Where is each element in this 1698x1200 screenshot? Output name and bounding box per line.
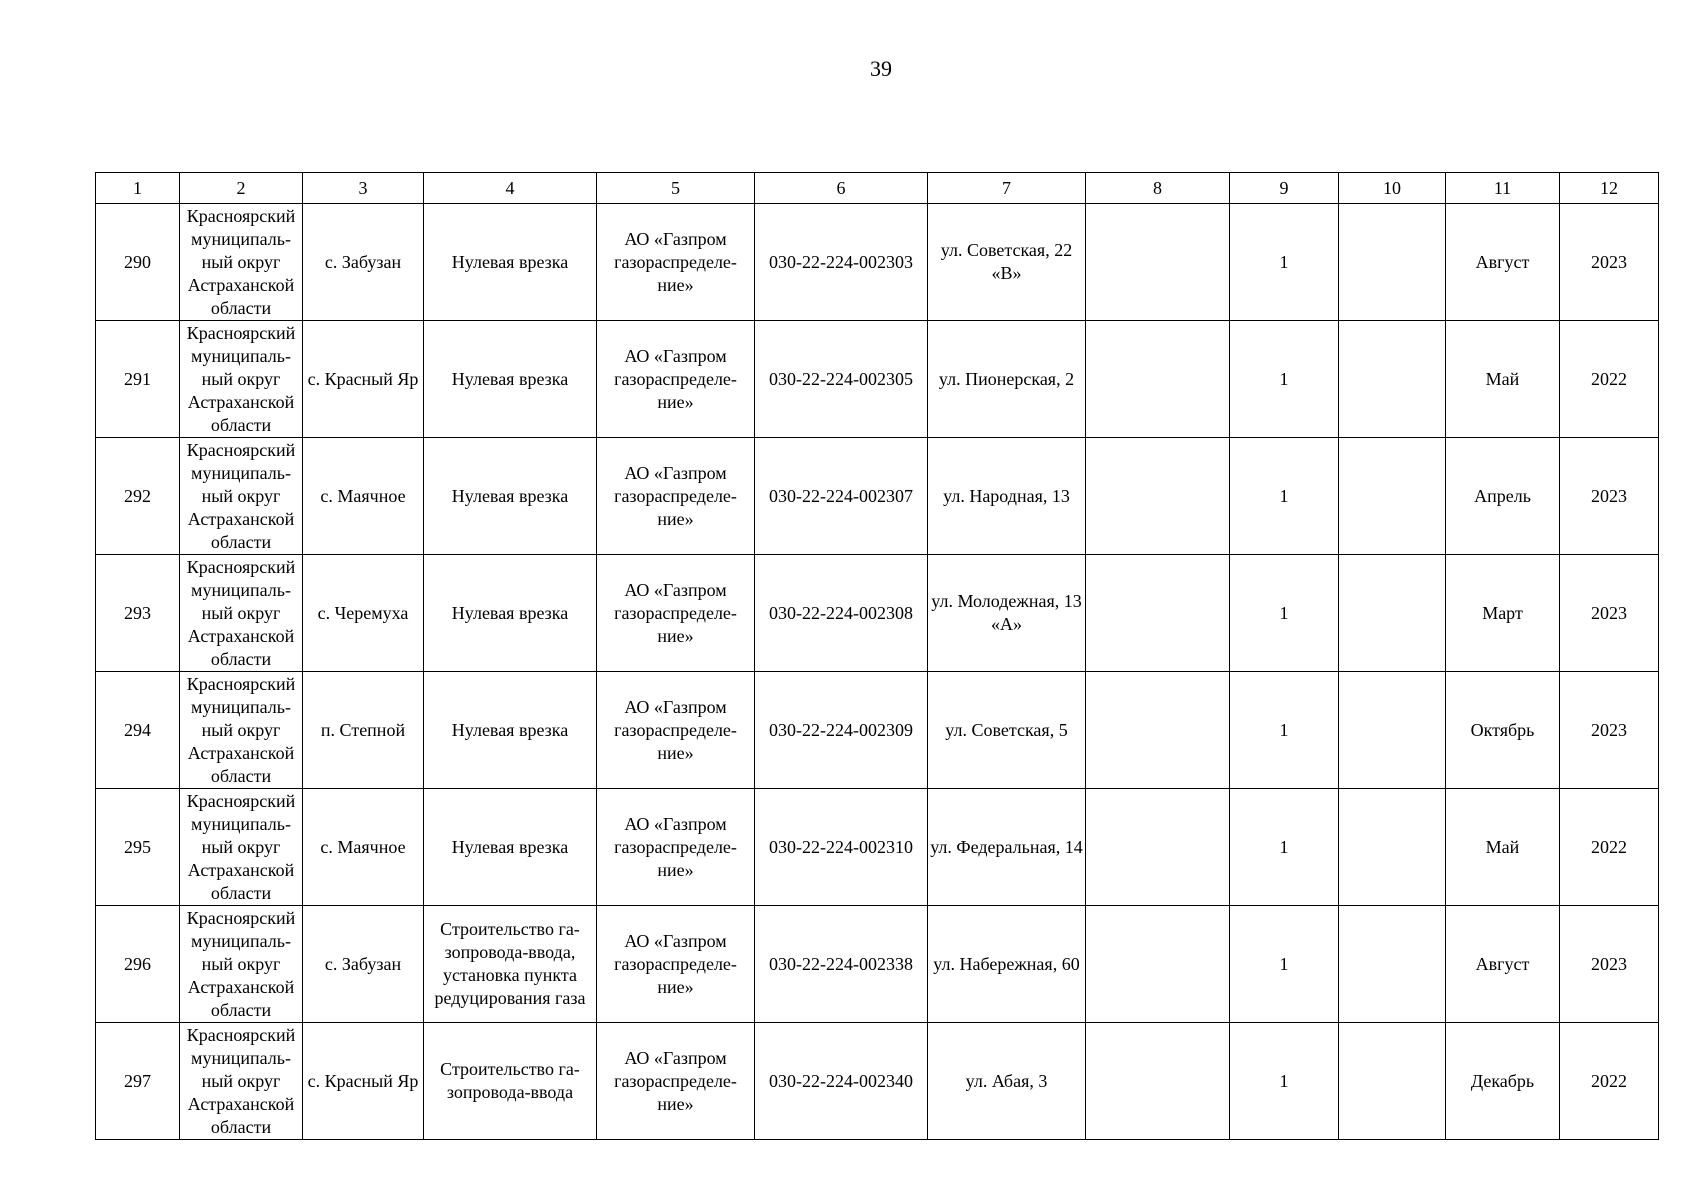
column-9-cell: 1 bbox=[1230, 555, 1339, 672]
district-cell: Красноярский муниципаль-ный округ Астраханской области bbox=[180, 438, 303, 555]
page-number: 39 bbox=[870, 56, 892, 81]
column-10-cell bbox=[1339, 438, 1446, 555]
column-9-cell: 1 bbox=[1230, 204, 1339, 321]
column-header: 8 bbox=[1086, 173, 1230, 204]
column-8-cell bbox=[1086, 438, 1230, 555]
column-9-cell: 1 bbox=[1230, 906, 1339, 1023]
column-10-cell bbox=[1339, 555, 1446, 672]
code-cell: 030-22-224-002303 bbox=[755, 204, 928, 321]
address-cell: ул. Советская, 5 bbox=[928, 672, 1086, 789]
work-cell: Нулевая врезка bbox=[424, 672, 597, 789]
column-header: 11 bbox=[1446, 173, 1560, 204]
work-cell: Нулевая врезка bbox=[424, 789, 597, 906]
column-8-cell bbox=[1086, 672, 1230, 789]
column-10-cell bbox=[1339, 1023, 1446, 1140]
row-number: 290 bbox=[96, 204, 180, 321]
month-cell: Август bbox=[1446, 906, 1560, 1023]
year-cell: 2023 bbox=[1560, 555, 1659, 672]
address-cell: ул. Набережная, 60 bbox=[928, 906, 1086, 1023]
row-number: 297 bbox=[96, 1023, 180, 1140]
year-cell: 2022 bbox=[1560, 321, 1659, 438]
column-8-cell bbox=[1086, 204, 1230, 321]
column-10-cell bbox=[1339, 906, 1446, 1023]
code-cell: 030-22-224-002309 bbox=[755, 672, 928, 789]
table-row bbox=[96, 672, 1659, 789]
settlement-cell: с. Забузан bbox=[303, 204, 424, 321]
row-number: 295 bbox=[96, 789, 180, 906]
settlement-cell: с. Забузан bbox=[303, 906, 424, 1023]
address-cell: ул. Федеральная, 14 bbox=[928, 789, 1086, 906]
table-row bbox=[96, 555, 1659, 672]
data-table bbox=[95, 172, 1659, 1140]
year-cell: 2023 bbox=[1560, 438, 1659, 555]
column-9-cell: 1 bbox=[1230, 438, 1339, 555]
work-cell: Нулевая врезка bbox=[424, 438, 597, 555]
work-cell: Строительство га-зопровода-ввода, установка пункта редуцирования газа bbox=[424, 906, 597, 1023]
column-header: 3 bbox=[303, 173, 424, 204]
table-row bbox=[96, 204, 1659, 321]
code-cell: 030-22-224-002305 bbox=[755, 321, 928, 438]
column-8-cell bbox=[1086, 1023, 1230, 1140]
column-10-cell bbox=[1339, 789, 1446, 906]
organization-cell: АО «Газпром газораспределе-ние» bbox=[597, 555, 755, 672]
column-header: 6 bbox=[755, 173, 928, 204]
column-9-cell: 1 bbox=[1230, 321, 1339, 438]
year-cell: 2023 bbox=[1560, 672, 1659, 789]
year-cell: 2022 bbox=[1560, 1023, 1659, 1140]
district-cell: Красноярский муниципаль-ный округ Астраханской области bbox=[180, 906, 303, 1023]
address-cell: ул. Советская, 22 «В» bbox=[928, 204, 1086, 321]
table-row bbox=[96, 906, 1659, 1023]
year-cell: 2023 bbox=[1560, 204, 1659, 321]
header-row bbox=[96, 173, 1659, 204]
settlement-cell: с. Маячное bbox=[303, 789, 424, 906]
district-cell: Красноярский муниципаль-ный округ Астраханской области bbox=[180, 555, 303, 672]
work-cell: Строительство га-зопровода-ввода bbox=[424, 1023, 597, 1140]
column-8-cell bbox=[1086, 555, 1230, 672]
year-cell: 2023 bbox=[1560, 906, 1659, 1023]
column-header: 2 bbox=[180, 173, 303, 204]
settlement-cell: с. Черемуха bbox=[303, 555, 424, 672]
column-header: 10 bbox=[1339, 173, 1446, 204]
code-cell: 030-22-224-002307 bbox=[755, 438, 928, 555]
column-header: 7 bbox=[928, 173, 1086, 204]
table-row bbox=[96, 438, 1659, 555]
month-cell: Май bbox=[1446, 321, 1560, 438]
code-cell: 030-22-224-002340 bbox=[755, 1023, 928, 1140]
column-8-cell bbox=[1086, 789, 1230, 906]
table-row bbox=[96, 789, 1659, 906]
column-header: 9 bbox=[1230, 173, 1339, 204]
year-cell: 2022 bbox=[1560, 789, 1659, 906]
row-number: 296 bbox=[96, 906, 180, 1023]
organization-cell: АО «Газпром газораспределе-ние» bbox=[597, 204, 755, 321]
organization-cell: АО «Газпром газораспределе-ние» bbox=[597, 1023, 755, 1140]
table-row bbox=[96, 1023, 1659, 1140]
column-header: 1 bbox=[96, 173, 180, 204]
district-cell: Красноярский муниципаль-ный округ Астраханской области bbox=[180, 321, 303, 438]
column-8-cell bbox=[1086, 321, 1230, 438]
column-header: 5 bbox=[597, 173, 755, 204]
row-number: 293 bbox=[96, 555, 180, 672]
code-cell: 030-22-224-002338 bbox=[755, 906, 928, 1023]
row-number: 291 bbox=[96, 321, 180, 438]
address-cell: ул. Пионерская, 2 bbox=[928, 321, 1086, 438]
organization-cell: АО «Газпром газораспределе-ние» bbox=[597, 672, 755, 789]
column-10-cell bbox=[1339, 321, 1446, 438]
column-8-cell bbox=[1086, 906, 1230, 1023]
month-cell: Май bbox=[1446, 789, 1560, 906]
address-cell: ул. Молодежная, 13 «А» bbox=[928, 555, 1086, 672]
settlement-cell: п. Степной bbox=[303, 672, 424, 789]
work-cell: Нулевая врезка bbox=[424, 555, 597, 672]
organization-cell: АО «Газпром газораспределе-ние» bbox=[597, 906, 755, 1023]
month-cell: Август bbox=[1446, 204, 1560, 321]
column-header: 12 bbox=[1560, 173, 1659, 204]
row-number: 294 bbox=[96, 672, 180, 789]
month-cell: Март bbox=[1446, 555, 1560, 672]
column-header: 4 bbox=[424, 173, 597, 204]
month-cell: Октябрь bbox=[1446, 672, 1560, 789]
work-cell: Нулевая врезка bbox=[424, 204, 597, 321]
column-10-cell bbox=[1339, 204, 1446, 321]
month-cell: Апрель bbox=[1446, 438, 1560, 555]
column-10-cell bbox=[1339, 672, 1446, 789]
table-row bbox=[96, 321, 1659, 438]
row-number: 292 bbox=[96, 438, 180, 555]
district-cell: Красноярский муниципаль-ный округ Астраханской области bbox=[180, 1023, 303, 1140]
settlement-cell: с. Красный Яр bbox=[303, 321, 424, 438]
organization-cell: АО «Газпром газораспределе-ние» bbox=[597, 321, 755, 438]
district-cell: Красноярский муниципаль-ный округ Астраханской области bbox=[180, 204, 303, 321]
address-cell: ул. Абая, 3 bbox=[928, 1023, 1086, 1140]
district-cell: Красноярский муниципаль-ный округ Астраханской области bbox=[180, 672, 303, 789]
column-9-cell: 1 bbox=[1230, 672, 1339, 789]
organization-cell: АО «Газпром газораспределе-ние» bbox=[597, 789, 755, 906]
organization-cell: АО «Газпром газораспределе-ние» bbox=[597, 438, 755, 555]
address-cell: ул. Народная, 13 bbox=[928, 438, 1086, 555]
work-cell: Нулевая врезка bbox=[424, 321, 597, 438]
settlement-cell: с. Красный Яр bbox=[303, 1023, 424, 1140]
code-cell: 030-22-224-002310 bbox=[755, 789, 928, 906]
code-cell: 030-22-224-002308 bbox=[755, 555, 928, 672]
column-9-cell: 1 bbox=[1230, 1023, 1339, 1140]
month-cell: Декабрь bbox=[1446, 1023, 1560, 1140]
district-cell: Красноярский муниципаль-ный округ Астраханской области bbox=[180, 789, 303, 906]
settlement-cell: с. Маячное bbox=[303, 438, 424, 555]
column-9-cell: 1 bbox=[1230, 789, 1339, 906]
